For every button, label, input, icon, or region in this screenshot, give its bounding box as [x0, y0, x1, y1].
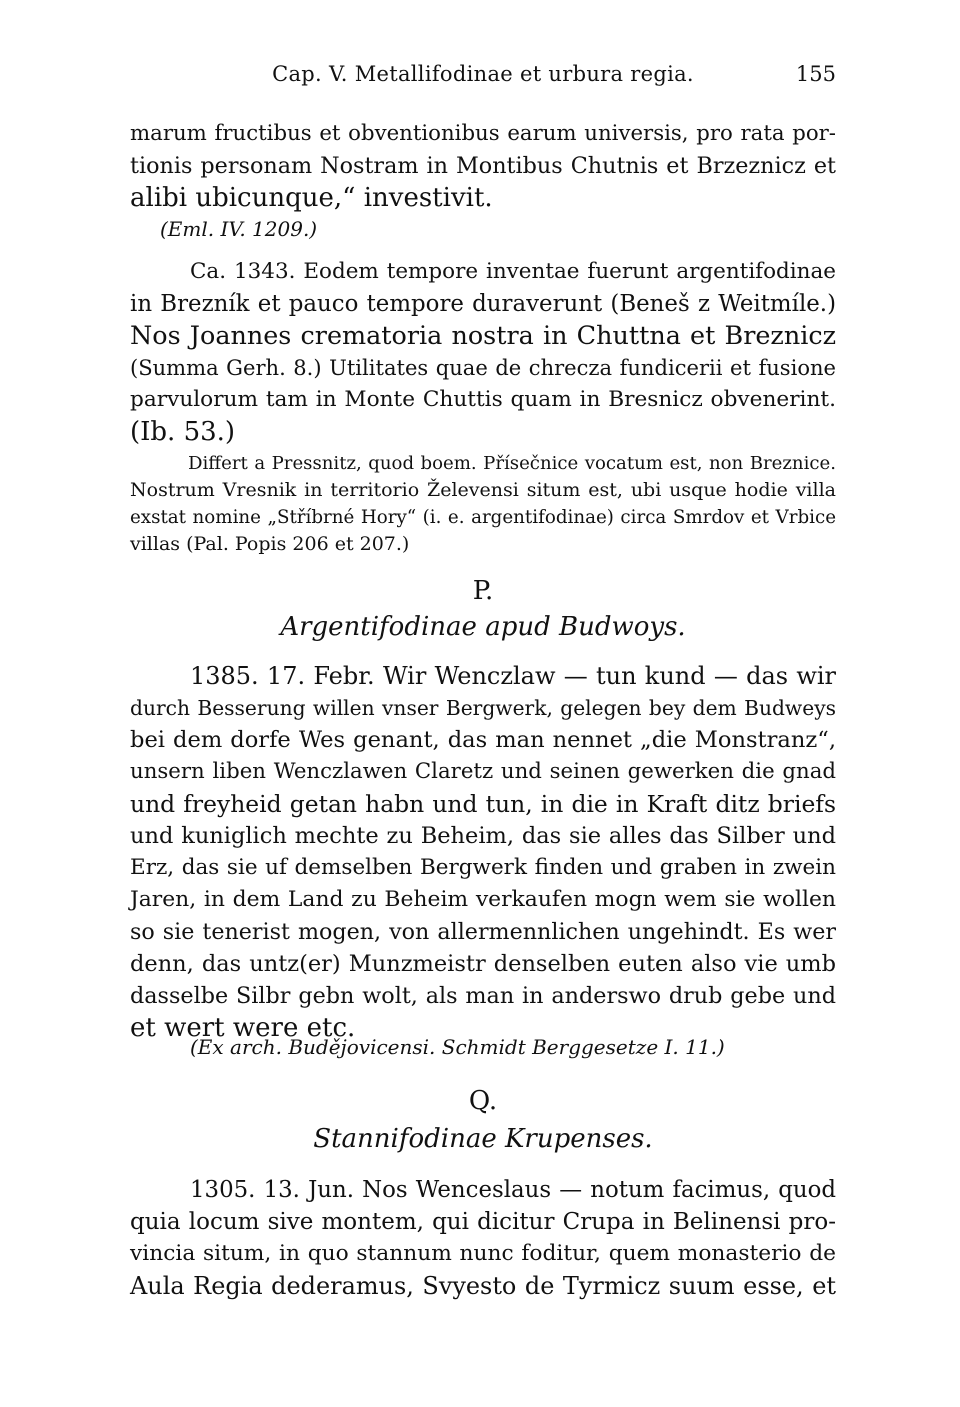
text-line: denn, das untz(er) Munzmeistr denselben euten also vie umb [130, 951, 836, 977]
text-line: 1385. 17. Febr. Wir Wenczlaw — tun kund — das wir [190, 662, 836, 690]
note-line: exstat nomine „Stříbrné Hory“ (i. e. argentifodinae) circa Smrdov et Vrbice [130, 507, 836, 528]
source-citation: (Eml. IV. 1209.) [160, 217, 318, 241]
text-line: und kuniglich mechte zu Beheim, das sie alles das Silber und [130, 823, 836, 849]
text-line: et wert were etc. [130, 1013, 356, 1043]
text-line: und freyheid getan habn und tun, in die in Kraft ditz briefs [130, 790, 836, 818]
page-number: 155 [795, 62, 836, 86]
text-line: unsern liben Wenczlawen Claretz und seinen gewerken die gnad [130, 759, 836, 784]
note-line: Nostrum Vresnik in territorio Želevensi situm est, ubi usque hodie villa [130, 479, 836, 501]
text-line: parvulorum tam in Monte Chuttis quam in Bresnicz obvenerint. [130, 387, 836, 412]
text-line: so sie tenerist mogen, von allermennlichen ungehindt. Es wer [130, 919, 836, 945]
running-title: Cap. V. Metallifodinae et urbura regia. [272, 62, 694, 86]
text-line: in Brezník et pauco tempore duraverunt (Beneš z Weitmíle.) [130, 291, 836, 317]
text-line: (Ib. 53.) [130, 417, 236, 447]
note-line: Differt a Pressnitz, quod boem. Přísečnice vocatum est, non Breznice. [188, 453, 836, 474]
text-line: Nos Joannes crematoria nostra in Chuttna et Breznicz [130, 321, 836, 351]
section-title: Stannifodinae Krupenses. [313, 1124, 653, 1154]
text-line: vincia situm, in quo stannum nunc foditur, quem monasterio de [130, 1241, 836, 1266]
text-line: marum fructibus et obventionibus earum universis, pro rata por- [130, 121, 836, 146]
text-line: alibi ubicunque,“ investivit. [130, 183, 493, 213]
text-line: 1305. 13. Jun. Nos Wenceslaus — notum facimus, quod [190, 1177, 836, 1203]
source-citation: (Ex arch. Budějovicensi. Schmidt Berggesetze I. 11.) [190, 1035, 725, 1059]
text-line: (Summa Gerh. 8.) Utilitates quae de chrecza fundicerii et fusione [130, 355, 836, 380]
text-line: Jaren, in dem Land zu Beheim verkaufen mogn wem sie wollen [130, 887, 836, 912]
text-line: dasselbe Silbr gebn wolt, als man in anderswo drub gebe und [130, 983, 836, 1009]
section-letter: P. [472, 576, 494, 606]
text-line: Aula Regia dederamus, Svyesto de Tyrmicz suum esse, et [130, 1272, 836, 1300]
text-line: quia locum sive montem, qui dicitur Crupa in Belinensi pro- [130, 1209, 836, 1235]
text-line: tionis personam Nostram in Montibus Chutnis et Brzeznicz et [130, 153, 836, 179]
text-line: bei dem dorfe Wes genant, das man nennet „die Monstranz“, [130, 727, 836, 753]
section-title: Argentifodinae apud Budwoys. [280, 612, 686, 642]
note-line: villas (Pal. Popis 206 et 207.) [130, 533, 410, 555]
section-letter: Q. [468, 1086, 498, 1116]
text-line: Ca. 1343. Eodem tempore inventae fuerunt argentifodinae [190, 259, 836, 284]
text-line: durch Besserung willen vnser Bergwerk, gelegen bey dem Budweys [130, 696, 836, 720]
page-header [130, 62, 836, 92]
text-line: Erz, das sie uf demselben Bergwerk finden und graben in zwein [130, 855, 836, 880]
